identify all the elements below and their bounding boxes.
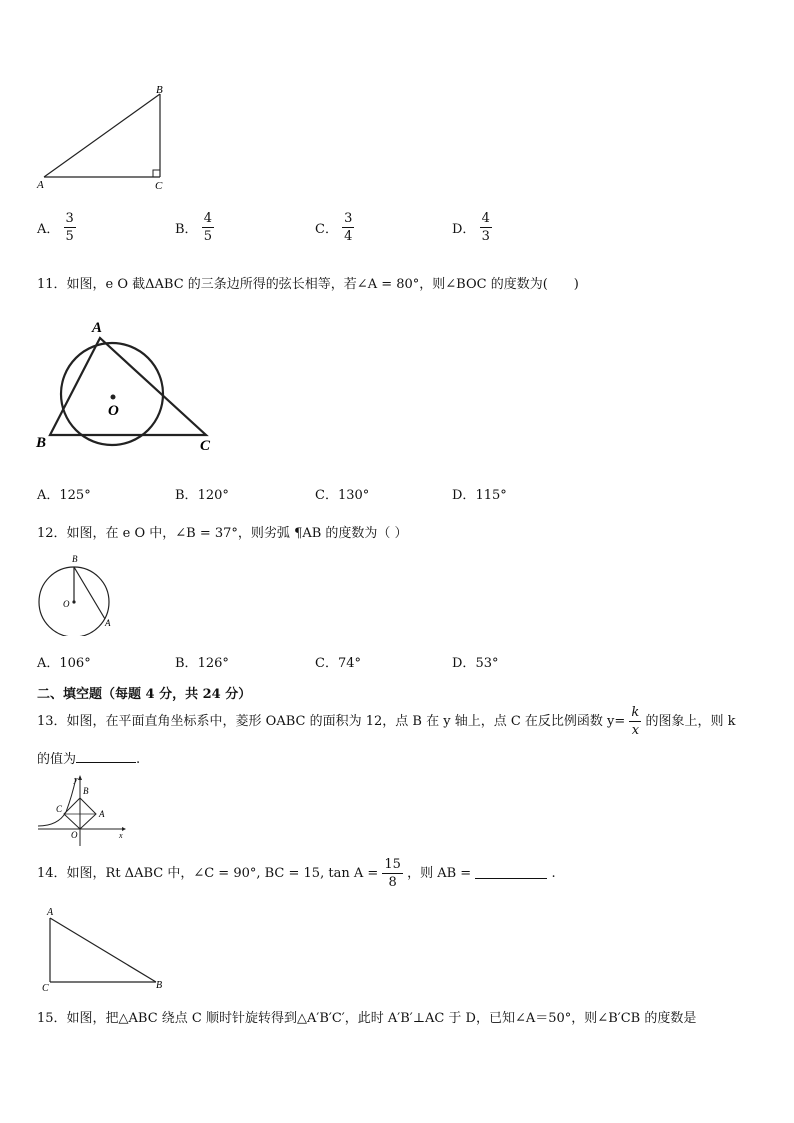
option-letter: B．	[175, 222, 198, 237]
numerator: 4	[203, 211, 212, 226]
numerator: 15	[384, 857, 401, 872]
vertex-label-b: B	[156, 84, 163, 96]
option-value: 53°	[475, 656, 499, 671]
label-x: x	[119, 831, 123, 840]
q11-triangle-circle-figure	[34, 316, 224, 456]
option-letter: C．	[315, 488, 338, 503]
q11-option-d[interactable]	[452, 484, 507, 503]
right-angle-mark	[153, 170, 160, 177]
option-value: 130°	[337, 488, 370, 503]
vertex-label-a: A	[37, 179, 44, 191]
q13-stem-part2: 的图象上，则 k	[645, 714, 736, 729]
q12-option-a[interactable]	[37, 652, 91, 671]
q13-coordinate-figure	[34, 774, 130, 850]
option-value: 115°	[475, 488, 507, 503]
denominator: 5	[65, 229, 74, 244]
option-letter: A．	[37, 656, 60, 671]
fraction	[480, 212, 492, 243]
numerator: 3	[344, 211, 353, 226]
q14-stem-end: .	[551, 866, 556, 881]
option-value: 126°	[197, 656, 229, 671]
option-letter: B．	[175, 656, 198, 671]
option-value: 120°	[197, 488, 229, 503]
fraction	[64, 212, 76, 243]
hyperbola-branch	[38, 778, 76, 826]
option-letter: D．	[452, 488, 476, 503]
triangle-abc	[50, 338, 206, 435]
label-y: y	[74, 775, 78, 784]
option-letter: C．	[315, 222, 338, 237]
label-b: B	[156, 980, 163, 991]
center-point-o	[72, 600, 75, 603]
q14-answer-blank[interactable]	[475, 868, 547, 879]
q13-fraction	[629, 706, 641, 737]
fraction	[342, 212, 354, 243]
q13-line2-text: 的值为	[37, 752, 77, 767]
q14-stem-part2: ，则 AB =	[407, 866, 472, 881]
side-ab	[44, 94, 160, 177]
label-c: C	[200, 438, 211, 454]
denominator: 4	[344, 229, 353, 244]
label-o: O	[71, 830, 78, 840]
q10-option-d[interactable]	[452, 212, 492, 243]
option-value: 125°	[59, 488, 91, 503]
denominator: 8	[388, 875, 397, 890]
q12-option-c[interactable]	[315, 652, 361, 671]
q12-option-b[interactable]	[175, 652, 229, 671]
chord-ab	[74, 567, 105, 619]
label-a: A	[47, 907, 54, 918]
q13-stem-part1: 13．如图，在平面直角坐标系中，菱形 OABC 的面积为 12，点 B 在 y 轴上，点 C 在反比例函数 y=	[37, 714, 626, 729]
q10-triangle-figure	[34, 84, 174, 194]
numerator: 3	[65, 211, 74, 226]
option-letter: A．	[37, 488, 60, 503]
q11-option-c[interactable]	[315, 484, 369, 503]
option-value: 106°	[59, 656, 91, 671]
q15-stem: 15．如图，把△ABC 绕点 C 顺时针旋转得到△A′B′C′，此时 A′B′⊥AC 于 D，已知∠A＝50°，则∠B′CB 的度数是	[37, 1011, 697, 1026]
label-a: A	[105, 618, 111, 628]
numerator: k	[631, 705, 640, 720]
section-heading-fill-in: 二、填空题（每题 4 分，共 24 分）	[37, 687, 252, 702]
option-letter: A．	[37, 222, 60, 237]
label-c: C	[56, 804, 63, 814]
label-a: A	[99, 809, 105, 819]
q14-stem-part1: 14．如图，Rt ΔABC 中，∠C = 90°, BC = 15, tan A =	[37, 866, 379, 881]
center-point-o	[111, 395, 116, 400]
vertex-label-c: C	[155, 180, 163, 192]
label-b: B	[72, 554, 78, 564]
label-o: O	[108, 403, 119, 419]
q12-circle-figure	[34, 552, 118, 636]
q13-stem	[37, 706, 735, 737]
q10-option-b[interactable]	[175, 212, 214, 243]
q14-stem	[37, 858, 556, 889]
y-axis-arrow	[78, 775, 82, 780]
option-letter: D．	[452, 656, 476, 671]
q12-option-d[interactable]	[452, 652, 498, 671]
denominator: 3	[481, 229, 490, 244]
option-letter: B．	[175, 488, 198, 503]
label-o: O	[63, 599, 70, 609]
q13-line2	[37, 752, 140, 766]
numerator: 4	[481, 211, 490, 226]
option-letter: D．	[452, 222, 476, 237]
q14-fraction	[382, 858, 403, 889]
side-ab	[50, 918, 156, 982]
q13-line2-end: .	[136, 752, 141, 767]
label-c: C	[42, 983, 49, 994]
q10-option-a[interactable]	[37, 212, 76, 243]
fraction	[202, 212, 214, 243]
q12-stem: 12．如图，在 e O 中，∠B = 37°，则劣弧 ¶AB 的度数为（ ）	[37, 526, 408, 541]
label-b: B	[36, 435, 47, 451]
circle-o	[61, 343, 163, 445]
q14-right-triangle-figure	[34, 904, 174, 996]
option-letter: C．	[315, 656, 338, 671]
label-b: B	[83, 786, 89, 796]
denominator: x	[631, 723, 640, 738]
q11-option-b[interactable]	[175, 484, 229, 503]
q13-answer-blank[interactable]	[76, 752, 136, 763]
q10-option-c[interactable]	[315, 212, 354, 243]
label-a: A	[92, 320, 103, 336]
denominator: 5	[203, 229, 212, 244]
x-axis-arrow	[122, 827, 126, 831]
q11-option-a[interactable]	[37, 484, 91, 503]
q11-stem: 11．如图，e O 截ΔABC 的三条边所得的弦长相等，若∠A = 80°，则∠BOC 的度数为( )	[37, 277, 579, 292]
option-value: 74°	[337, 656, 361, 671]
